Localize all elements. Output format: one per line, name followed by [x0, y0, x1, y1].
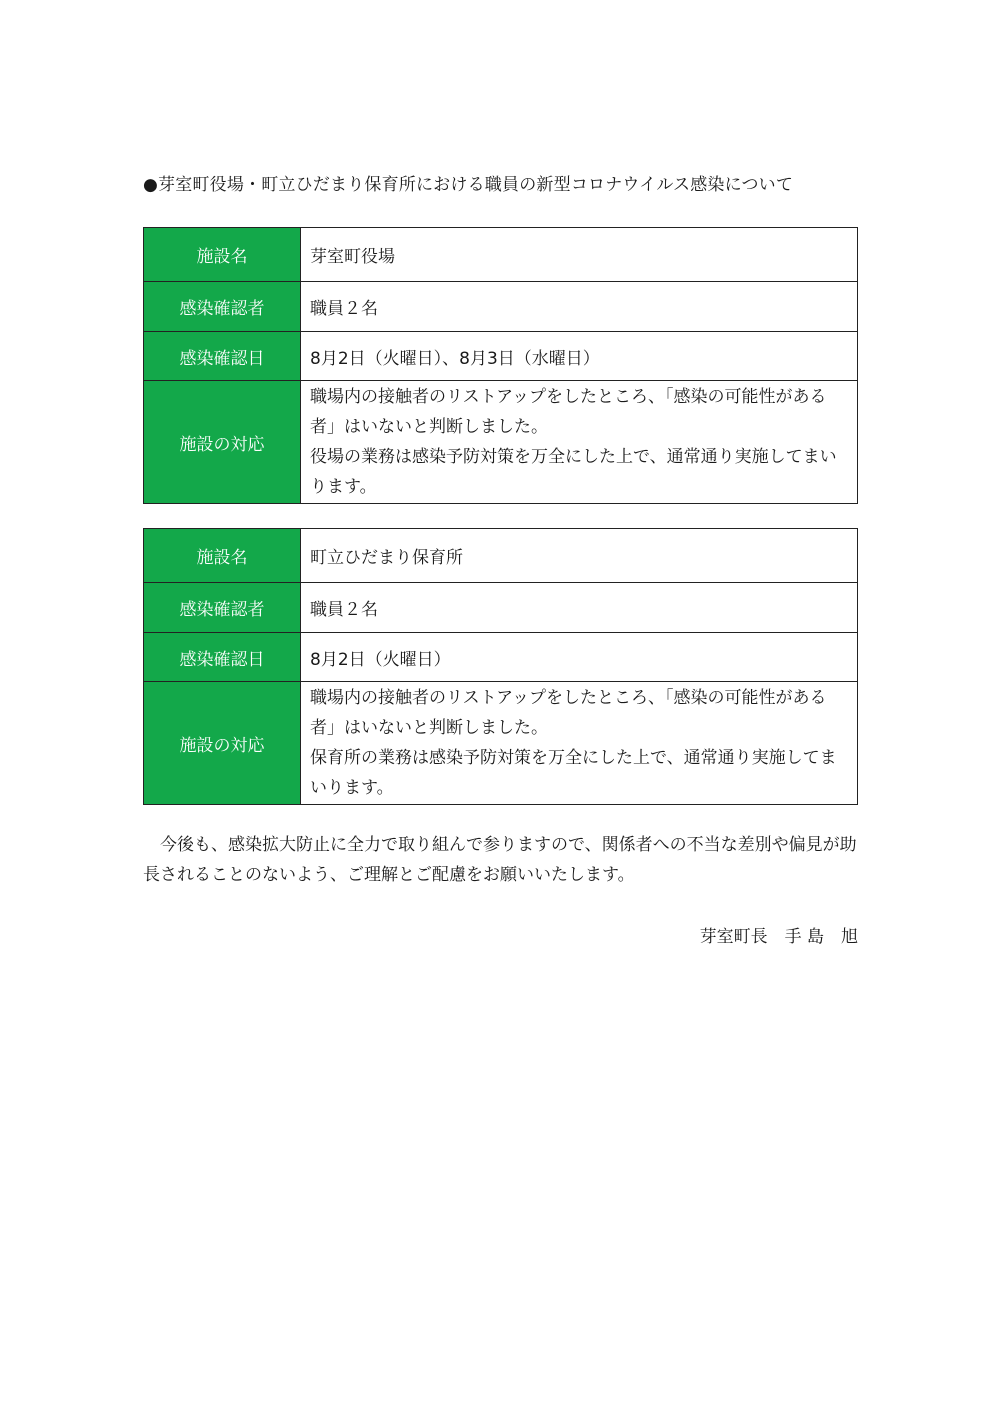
confirmed-cases-value: 職員２名 — [301, 583, 858, 633]
response-line: いります。 — [310, 778, 394, 798]
confirmed-cases-label: 感染確認者 — [144, 282, 301, 332]
table-row — [144, 529, 858, 583]
facility-response-label: 施設の対応 — [144, 682, 301, 805]
confirmation-date-value: 8月2日（火曜日） — [301, 633, 858, 682]
facility-name-value: 芽室町役場 — [301, 228, 858, 282]
confirmation-date-value: 8月2日（火曜日）、8月3日（水曜日） — [301, 332, 858, 381]
closing-line: 長されることのないよう、ご理解とご配慮をお願いいたします。 — [143, 865, 635, 885]
table-row — [144, 583, 858, 633]
response-line: 職場内の接触者のリストアップをしたところ、「感染の可能性がある — [310, 387, 827, 407]
confirmed-cases-label: 感染確認者 — [144, 583, 301, 633]
response-line: 保育所の業務は感染予防対策を万全にした上で、通常通り実施してま — [310, 748, 837, 768]
table-row — [144, 332, 858, 381]
facility-table-nursery — [143, 528, 858, 805]
facility-table-town-hall — [143, 227, 858, 504]
mayor-signature: 芽室町長 手 島 旭 — [699, 927, 858, 947]
facility-name-label: 施設名 — [144, 529, 301, 583]
response-line: 者」はいないと判断しました。 — [310, 417, 548, 437]
response-line: ります。 — [310, 477, 377, 497]
table-row — [144, 381, 858, 504]
facility-response-value — [301, 682, 858, 805]
confirmed-cases-value: 職員２名 — [301, 282, 858, 332]
confirmation-date-label: 感染確認日 — [144, 332, 301, 381]
closing-line: 今後も、感染拡大防止に全力で取り組んで参りますので、関係者への不当な差別や偏見が助 — [160, 835, 857, 855]
confirmation-date-label: 感染確認日 — [144, 633, 301, 682]
table-row — [144, 228, 858, 282]
facility-name-value: 町立ひだまり保育所 — [301, 529, 858, 583]
table-row — [144, 282, 858, 332]
facility-name-label: 施設名 — [144, 228, 301, 282]
table-row — [144, 682, 858, 805]
response-line: 者」はいないと判断しました。 — [310, 718, 548, 738]
facility-response-label: 施設の対応 — [144, 381, 301, 504]
document-title: ●芽室町役場・町立ひだまり保育所における職員の新型コロナウイルス感染について — [143, 175, 794, 195]
response-line: 役場の業務は感染予防対策を万全にした上で、通常通り実施してまい — [310, 447, 837, 467]
table-row — [144, 633, 858, 682]
response-line: 職場内の接触者のリストアップをしたところ、「感染の可能性がある — [310, 688, 827, 708]
facility-response-value — [301, 381, 858, 504]
closing-paragraph — [143, 830, 858, 890]
